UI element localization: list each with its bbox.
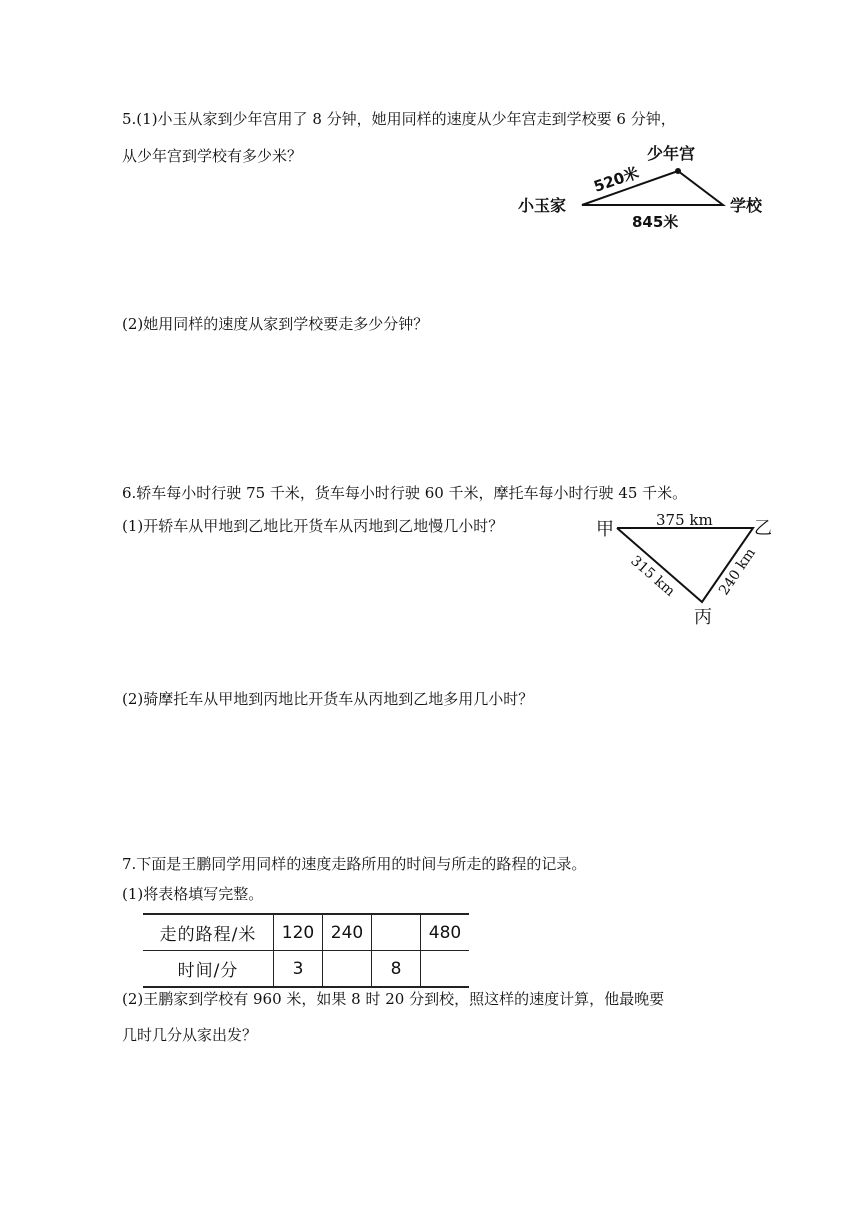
q5-part2: (2)她用同样的速度从家到学校要走多少分钟？ — [122, 315, 429, 333]
q6-label-a: 甲 — [596, 519, 614, 540]
q5-label-home-school: 845米 — [632, 213, 679, 231]
q5-line1: 5.(1)小玉从家到少年宫用了 8 分钟，她用同样的速度从少年宫走到学校要 6 分钟， — [122, 110, 676, 128]
table-cell — [323, 951, 372, 988]
q5-line2: 从少年宫到学校有多少米？ — [122, 147, 303, 165]
table-row — [143, 914, 469, 951]
q5-label-school: 学校 — [730, 196, 763, 215]
q7-record-table — [143, 913, 469, 988]
q6-label-bc: 240 km — [716, 545, 759, 599]
table-row — [143, 951, 469, 988]
q6-intro: 6.轿车每小时行驶 75 千米，货车每小时行驶 60 千米，摩托车每小时行驶 45 千米。 — [122, 484, 688, 502]
table-cell: 8 — [372, 951, 421, 988]
q6-label-b: 乙 — [754, 518, 772, 539]
q7-part2-line1: (2)王鹏家到学校有 960 米，如果 8 时 20 分到校，照这样的速度计算，他最晚要 — [122, 990, 665, 1008]
q6-label-c: 丙 — [694, 607, 712, 625]
table-cell — [421, 951, 470, 988]
q6-part1: (1)开轿车从甲地到乙地比开货车从丙地到乙地慢几小时？ — [122, 517, 504, 535]
row-header-distance: 走的路程/米 — [143, 914, 274, 951]
q6-label-ac: 315 km — [627, 552, 678, 600]
q5-label-palace: 少年宫 — [647, 144, 696, 163]
table-cell: 120 — [274, 914, 323, 951]
q5-label-home-palace: 520米 — [591, 163, 642, 196]
q7-intro: 7.下面是王鹏同学用同样的速度走路所用的时间与所走的路程的记录。 — [122, 855, 587, 873]
q6-label-ab: 375 km — [656, 511, 713, 529]
q5-palace-dot — [675, 168, 681, 174]
q7-part1: (1)将表格填写完整。 — [122, 885, 264, 903]
q5-label-home: 小玉家 — [518, 196, 567, 215]
row-header-time: 时间/分 — [143, 951, 274, 988]
table-cell — [372, 914, 421, 951]
q6-part2: (2)骑摩托车从甲地到丙地比开货车从丙地到乙地多用几小时？ — [122, 690, 534, 708]
q5-route-diagram — [510, 135, 790, 235]
table-cell: 480 — [421, 914, 470, 951]
table-cell: 3 — [274, 951, 323, 988]
table-cell: 240 — [323, 914, 372, 951]
q7-part2-line2: 几时几分从家出发？ — [122, 1026, 258, 1044]
q6-route-diagram — [590, 510, 780, 625]
